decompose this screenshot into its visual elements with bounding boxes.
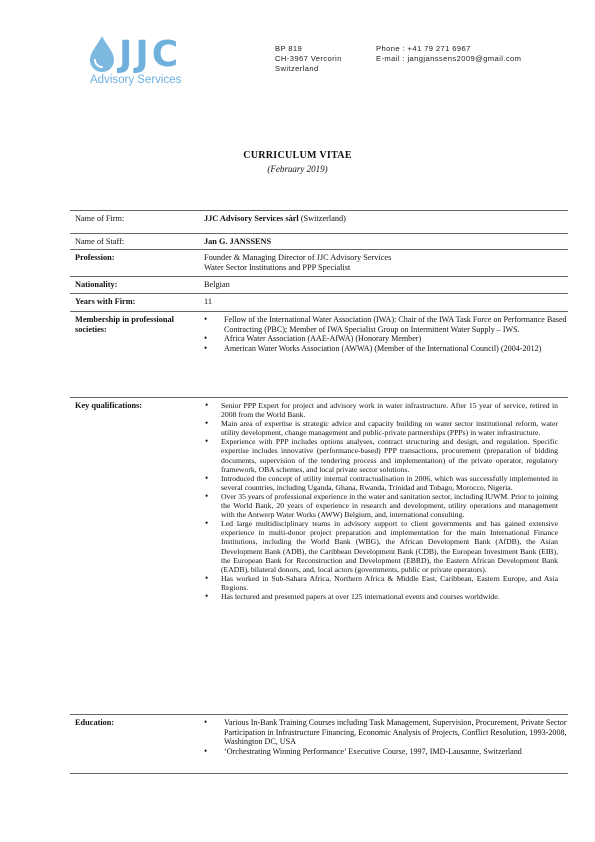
list-item: • American Water Works Association (AWWA) (Member of the International Council) (2004-2012) [204,344,568,354]
address-line: CH-3967 Vercorin [275,54,342,64]
row-education [70,714,568,774]
staff-name: Jan G. JANSSENS [204,237,272,246]
membership-list [204,315,568,353]
logo-wordmark: JJC [119,34,182,75]
row-nationality [70,276,568,293]
row-label: Membership in professional societies: [75,315,174,334]
cv-table [70,210,568,774]
list-item: • Has worked in Sub-Sahara Africa, Northern Africa & Middle East, Caribbean, Eastern Europe, and Asia Regions. [204,574,568,592]
list-item: • Has lectured and presented papers at over 125 international events and courses worldwide. [204,592,568,601]
row-value [204,715,568,773]
list-item: • ‘Orchestrating Winning Performance’ Executive Course, 1997, IMD-Lausanne, Switzerland [204,747,568,757]
list-item: • Over 35 years of professional experience in the water and sanitation sector, including IUWM. Prior to joining the World Bank, 20 years of experience in research and development, utility operations and management with the Antwerp Water Works (AWW) Belgium, and, international consulting. [204,492,568,519]
logo-subtitle: Advisory Services [90,74,182,86]
row-profession [70,249,568,276]
row-firm [70,210,568,233]
profession-line: Water Sector Institutions and PPP Specialist [204,263,351,272]
row-value [204,211,568,233]
email-address: E-mail : jangjanssens2009@gmail.com [376,54,522,64]
document-date: (February 2019) [267,164,328,174]
company-logo [86,34,196,90]
row-label: Education: [75,718,115,727]
row-value [204,398,568,714]
row-value [204,250,568,276]
row-staff [70,233,568,249]
list-item: • Introduced the concept of utility internal contractualisation in 2006, which was successfully implemented in several countries, including Uganda, Ghana, Rwanda, Trinidad and Tobago, Morocco, Nigeria. [204,474,568,492]
profession-line: Founder & Managing Director of JJC Advisory Services [204,253,392,262]
list-item: • Main area of expertise is strategic advice and capacity building on water sector institutional reform, water utility development, change management and public-private partnerships (PPPs) in water infrastructure. [204,419,568,437]
water-drop-icon [86,34,118,74]
phone-number: Phone : +41 79 271 6967 [376,44,471,53]
row-label: Name of Staff: [75,237,125,246]
qualifications-list [204,401,568,601]
row-years [70,293,568,311]
education-list [204,718,568,756]
row-qualifications [70,397,568,714]
contact-info [376,44,521,64]
row-label: Name of Firm: [75,214,125,223]
list-item: • Africa Water Association (AAE-AfWA) (Honorary Member) [204,334,568,344]
list-item: • Led large multidisciplinary teams in advisory support to client governments and has gained extensive experience in multi-donor project preparation and implementation for the main International Finance Institutions, including the World Bank (WBG), the African Development Bank (AfDB), the Asian Development Bank (ADB), the Caribbean Development Bank (CDB), the European Investment Bank (EIB), the European Bank for Reconstruction and Development (EBRD), the Eastern African Development Bank (EADB), bilateral donors, and, local actors (governments, public or private operators). [204,519,568,574]
firm-country: (Switzerland) [298,214,346,223]
row-label: Years with Firm: [75,297,136,306]
row-membership [70,311,568,397]
list-item: • Fellow of the International Water Association (IWA): Chair of the IWA Task Force on Performance Based Contracting (PBC); Member of IWA Specialist Group on Intermittent Water Supply – IWS. [204,315,568,334]
firm-name: JJC Advisory Services sàrl [204,214,299,223]
list-item: • Experience with PPP includes options analyses, contract structuring and design, and regulation. Specific expertise includes innovative (performance-based) PPP transactions, procurement (preparation of bidding documents, supervision of the tendering process and implementation) of the private operator, regulatory framework, OBA schemes, and local private sector solutions. [204,437,568,473]
row-value: Belgian [204,280,230,289]
address-line: Switzerland [275,64,319,74]
row-label: Nationality: [75,280,118,289]
document-title: CURRICULUM VITAE [243,150,352,161]
row-label: Profession: [75,253,115,262]
list-item: • Senior PPP Expert for project and advisory work in water infrastructure. After 15 year of service, retired in 2008 from the World Bank. [204,401,568,419]
row-value [204,312,568,397]
postal-address [275,44,342,75]
row-value [204,234,568,249]
list-item: • Various In-Bank Training Courses including Task Management, Supervision, Procurement, Private Sector Participation in Infrastructure Financing, Economic Analysis of Projects, Conflict Resolution, 1993-2008, Washington DC, USA [204,718,568,747]
row-value: 11 [204,297,212,306]
row-label: Key qualifications: [75,401,143,410]
address-line: BP 819 [275,44,303,53]
